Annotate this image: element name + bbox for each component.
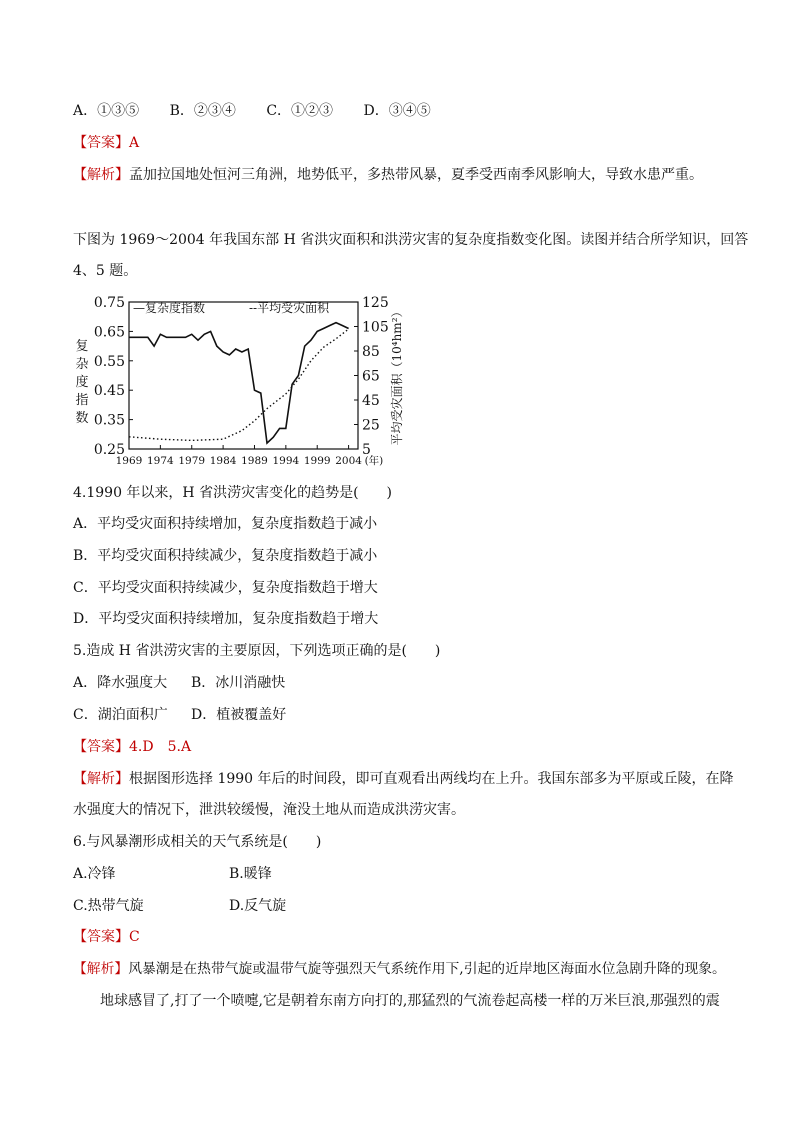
left-axis-label-char: 指 <box>75 393 89 408</box>
average-area-line <box>129 329 349 440</box>
x-tick-label: 1969 <box>115 455 143 467</box>
q4-option-a[interactable]: A．平均受灾面积持续增加，复杂度指数趋于减小 <box>73 516 378 532</box>
answer-value: C <box>129 929 140 945</box>
analysis-text: 根据图形选择 1990 年后的时间段，即可直观看出两线均在上升。我国东部多为平原或丘陵，在降 <box>129 771 734 787</box>
right-tick-label: 85 <box>362 344 380 360</box>
left-axis-label-char: 杂 <box>75 357 89 372</box>
q5-option-b[interactable]: B．冰川消融快 <box>191 675 286 691</box>
q6-stem: 6.与风暴潮形成相关的天气系统是( ) <box>73 834 322 850</box>
answer-value: A <box>129 135 140 151</box>
q5-option-d[interactable]: D．植被覆盖好 <box>191 707 287 723</box>
right-tick-label: 25 <box>362 417 380 434</box>
x-tick-label: 1974 <box>147 455 174 467</box>
left-axis-label-char: 复 <box>75 339 89 354</box>
q5-stem: 5.造成 H 省洪涝灾害的主要原因，下列选项正确的是( ) <box>73 643 441 659</box>
plot-frame <box>129 302 358 449</box>
x-tick-label: 1994 <box>272 455 300 467</box>
left-tick-label: 0.75 <box>93 295 125 311</box>
left-tick-label: 0.35 <box>93 412 125 429</box>
q5-option-c[interactable]: C．湖泊面积广 <box>73 707 168 723</box>
analysis-45-line-2: 水强度大的情况下，泄洪较缓慢，淹没土地从而造成洪涝灾害。 <box>73 802 465 818</box>
q6-analysis <box>73 959 726 979</box>
q5-option-a[interactable]: A．降水强度大 <box>73 675 168 691</box>
left-tick-label: 0.25 <box>93 442 125 458</box>
q5-options-row-2 <box>73 705 286 725</box>
complexity-index-line <box>129 323 349 444</box>
q3-option-b[interactable]: B．②③④ <box>169 103 236 119</box>
q4-option-c[interactable]: C．平均受灾面积持续减少，复杂度指数趋于增大 <box>73 580 378 596</box>
answer-tag: 【答案】 <box>73 135 129 151</box>
analysis-tag: 【解析】 <box>73 167 129 183</box>
flood-chart <box>73 292 413 472</box>
right-axis-label: 平均受灾面积（10⁴hm²） <box>390 305 404 446</box>
q6-options-row-1 <box>73 864 272 884</box>
right-tick-label: 45 <box>362 393 380 409</box>
q6-option-b[interactable]: B.暖锋 <box>229 866 272 882</box>
left-axis-label-char: 度 <box>75 375 89 390</box>
answer-45 <box>73 737 191 757</box>
left-tick-label: 0.65 <box>93 324 125 341</box>
x-tick-label: 1979 <box>178 455 206 467</box>
q4-option-d[interactable]: D．平均受灾面积持续增加，复杂度指数趋于增大 <box>73 611 379 627</box>
q3-option-d[interactable]: D．③④⑤ <box>363 103 431 119</box>
left-tick-label: 0.45 <box>93 383 125 400</box>
q6-option-c[interactable]: C.热带气旋 <box>73 898 144 914</box>
intro-line-1: 下图为 1969～2004 年我国东部 H 省洪灾面积和洪涝灾害的复杂度指数变化图。读图并结合所学知识，回答 <box>73 232 749 248</box>
intro-line-2: 4、5 题。 <box>73 263 138 279</box>
right-tick-label: 5 <box>362 442 371 458</box>
q6-option-d[interactable]: D.反气旋 <box>229 898 287 914</box>
analysis-text: 孟加拉国地处恒河三角洲，地势低平，多热带风暴，夏季受西南季风影响大，导致水患严重。 <box>129 167 703 183</box>
q3-answer <box>73 133 139 153</box>
x-tick-label: 1984 <box>209 455 237 467</box>
analysis-45-line-1 <box>73 769 734 789</box>
q3-option-c[interactable]: C．①②③ <box>266 103 334 119</box>
answer-tag: 【答案】 <box>73 929 129 945</box>
right-tick-label: 125 <box>362 295 389 311</box>
q3-option-a[interactable]: A．①③⑤ <box>73 103 140 119</box>
q3-options <box>73 101 457 121</box>
analysis-text: 风暴潮是在热带气旋或温带气旋等强烈天气系统作用下,引起的近岸地区海面水位急剧升降的现象。 <box>128 961 726 977</box>
answer-tag: 【答案】 <box>73 739 129 755</box>
q3-analysis <box>73 165 703 185</box>
q5-options-row-1 <box>73 673 285 693</box>
legend-solid: —复杂度指数 <box>133 301 206 315</box>
x-tick-label: 1999 <box>303 455 331 467</box>
q4-stem: 4.1990 年以来，H 省洪涝灾害变化的趋势是( ) <box>73 485 393 501</box>
x-tick-label: 2004 <box>335 455 362 467</box>
analysis-tag: 【解析】 <box>73 771 129 787</box>
analysis-tag: 【解析】 <box>73 961 129 977</box>
x-axis-label: (年) <box>364 455 384 467</box>
x-tick-label: 1989 <box>241 455 268 467</box>
passage-line-1: 地球感冒了,打了一个喷嚏,它是朝着东南方向打的,那猛烈的气流卷起高楼一样的万米巨浪,那强烈的震 <box>100 993 720 1009</box>
answer-value: 4.D 5.A <box>129 739 192 755</box>
q6-answer <box>73 927 140 947</box>
left-tick-label: 0.55 <box>93 353 125 370</box>
legend-dotted: --平均受灾面积 <box>249 301 330 315</box>
right-tick-label: 65 <box>362 368 380 385</box>
right-tick-label: 105 <box>362 319 389 336</box>
left-axis-label-char: 数 <box>75 411 89 426</box>
q4-option-b[interactable]: B．平均受灾面积持续减少，复杂度指数趋于减小 <box>73 548 378 564</box>
q6-options-row-2 <box>73 896 286 916</box>
q6-option-a[interactable]: A.冷锋 <box>73 866 116 882</box>
